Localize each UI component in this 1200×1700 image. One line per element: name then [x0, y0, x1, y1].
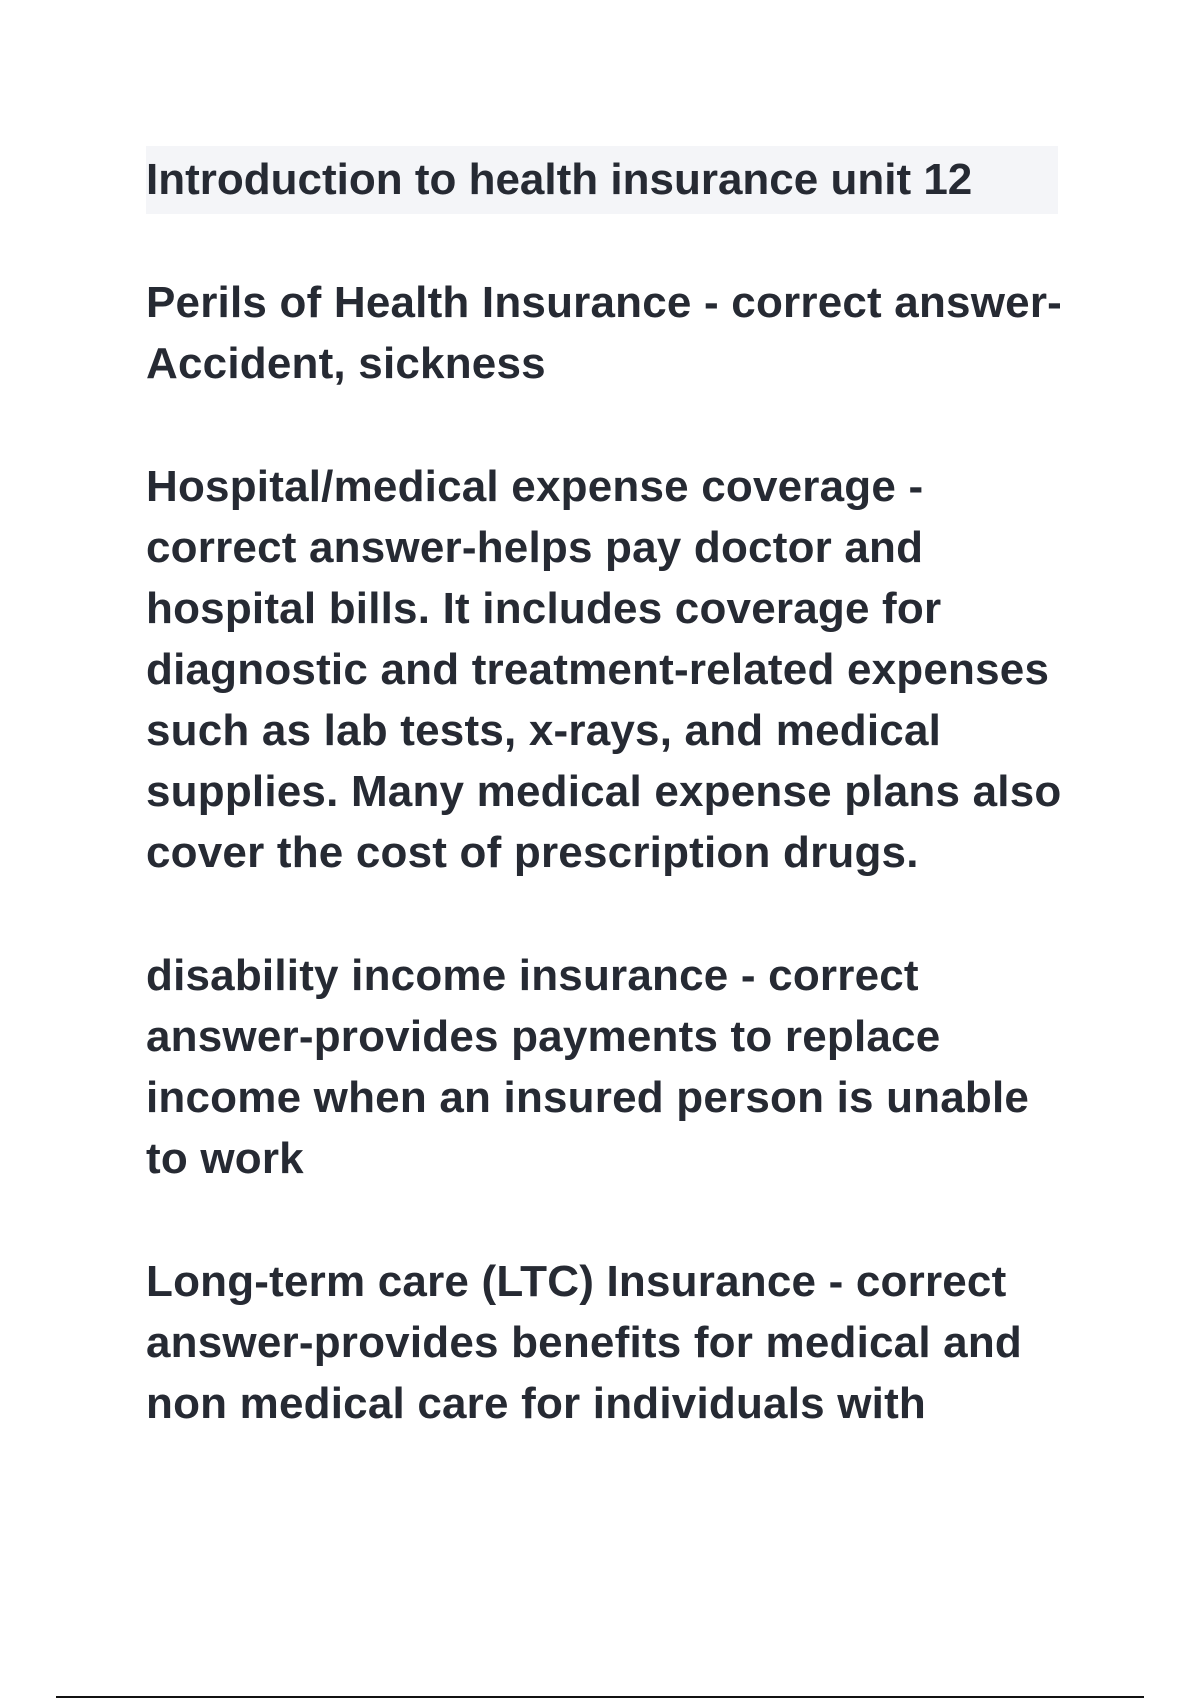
qa-entry-long-term-care: Long-term care (LTC) Insurance - correct answer-provides benefits for medical and non medical care for individuals with — [146, 1257, 1023, 1428]
qa-entry-hospital-medical-expense: Hospital/medical expense coverage - correct answer-helps pay doctor and hospital bills. It includes coverage for diagnostic and treatment-related expenses such as lab tests, x-rays, and medical supplies. Many medical expense plans also cover the cost of prescription drugs. — [146, 462, 1062, 877]
qa-entry-disability-income: disability income insurance - correct answer-provides payments to replace income when an insured person is unable to work — [146, 951, 1030, 1183]
document-page — [146, 146, 1066, 1434]
page-bottom-divider — [56, 1696, 1144, 1698]
document-title: Introduction to health insurance unit 12 — [146, 146, 1058, 214]
qa-entry-perils: Perils of Health Insurance - correct answer-Accident, sickness — [146, 278, 1062, 388]
